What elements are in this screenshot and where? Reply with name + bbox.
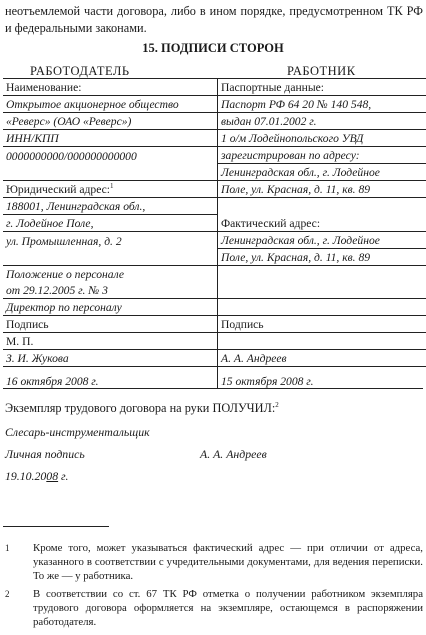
signature-line [5,447,305,462]
date-suffix: г. [58,469,69,483]
footnote-text: Кроме того, может указываться фактический адрес — при отличии от адреса, указанного в соответствии с учредительными документами, для ведения переписки. То же — у работника. [33,542,423,582]
section-title: 15. ПОДПИСИ СТОРОН [142,41,284,55]
section-divider [3,388,423,389]
cell-left: ул. Промышленная, д. 2 [3,232,218,249]
receipt-date [5,469,68,484]
cell-right: А. А. Андреев [218,350,426,367]
date-underlined: 08 [46,469,59,483]
signature-name: А. А. Андреев [200,447,267,461]
table-row [3,198,426,215]
cell-right: Ленинградская обл., г. Лодейное [218,232,426,249]
cell-right: Поле, ул. Красная, д. 11, кв. 89 [218,181,426,198]
cell-left: от 29.12.2005 г. № 3 [3,282,218,299]
footnote-mark: 1 [110,182,114,190]
cell-left: Положение о персонале [3,266,218,283]
table-row [3,367,426,390]
position-line: Слесарь-инструментальщик [5,425,150,439]
table-row [3,232,426,249]
footnote-number: 1 [5,543,10,553]
cell-right [218,282,426,299]
table-row [3,215,426,232]
footnote-text: В соответствии со ст. 67 ТК РФ отметка о получении работником экземпляра трудового договора оформляется на экземпляре, остающемся в распоряжении работодателя. [33,588,423,628]
signature-label: Личная подпись [5,447,85,461]
cell-left: Подпись [3,316,218,333]
table-row [3,299,426,316]
cell-right [218,266,426,283]
cell-right [218,299,426,316]
cell-right [218,333,426,350]
footnote-2 [5,587,423,629]
table-row [3,130,426,147]
cell-left: Директор по персоналу [3,299,218,316]
employer-header: РАБОТОДАТЕЛЬ [30,64,130,78]
cell-right: 1 о/м Лодейнопольского УВД [218,130,426,147]
table-row [3,350,426,367]
table-row [3,164,426,181]
cell-left [3,181,218,198]
table-row [3,113,426,130]
footnote-separator [3,526,109,527]
table-row [3,282,426,299]
table-row [3,181,426,198]
footnote-1 [5,541,423,583]
table-row [3,249,426,266]
cell-right: выдан 07.01.2002 г. [218,113,426,130]
cell-right: Подпись [218,316,426,333]
cell-left: 16 октября 2008 г. [3,367,218,390]
cell-left: Наименование: [3,79,218,96]
cell-left: 188001, Ленинградская обл., [3,198,218,215]
cell-left [3,164,218,181]
cell-left: З. И. Жукова [3,350,218,367]
intro-paragraph: неотъемлемой части договора, либо в ином порядке, предусмотренном ТК РФ и федеральными законами. [5,4,423,35]
footnote-mark: 2 [275,401,279,409]
date-prefix: 19.10.20 [5,469,47,483]
cell-left: М. П. [3,333,218,350]
cell-left: ИНН/КПП [3,130,218,147]
table-row [3,333,426,350]
cell-left: г. Лодейное Поле, [3,215,218,232]
cell-right: Поле, ул. Красная, д. 11, кв. 89 [218,249,426,266]
table-row [3,266,426,283]
cell-right [218,198,426,215]
received-text: Экземпляр трудового договора на руки ПОЛУЧИЛ: [5,401,276,415]
cell-left: Открытое акционерное общество [3,96,218,113]
table-row [3,316,426,333]
table-row [3,96,426,113]
cell-left: «Реверс» (ОАО «Реверс») [3,113,218,130]
employee-header: РАБОТНИК [287,64,356,78]
footnote-number: 2 [5,589,10,599]
signatures-table [3,78,426,389]
legal-address-label: Юридический адрес: [6,183,111,196]
cell-right: Ленинградская обл., г. Лодейное [218,164,426,181]
cell-right: 15 октября 2008 г. [221,375,314,388]
cell-left: 0000000000/000000000000 [3,147,218,164]
cell-left [3,249,218,266]
cell-right: Фактический адрес: [218,215,426,232]
table-row [3,79,426,96]
cell-right: Паспорт РФ 64 20 № 140 548, [218,96,426,113]
received-statement [5,401,279,416]
cell-right: Паспортные данные: [218,79,426,96]
cell-right: зарегистрирован по адресу: [218,147,426,164]
table-row [3,147,426,164]
